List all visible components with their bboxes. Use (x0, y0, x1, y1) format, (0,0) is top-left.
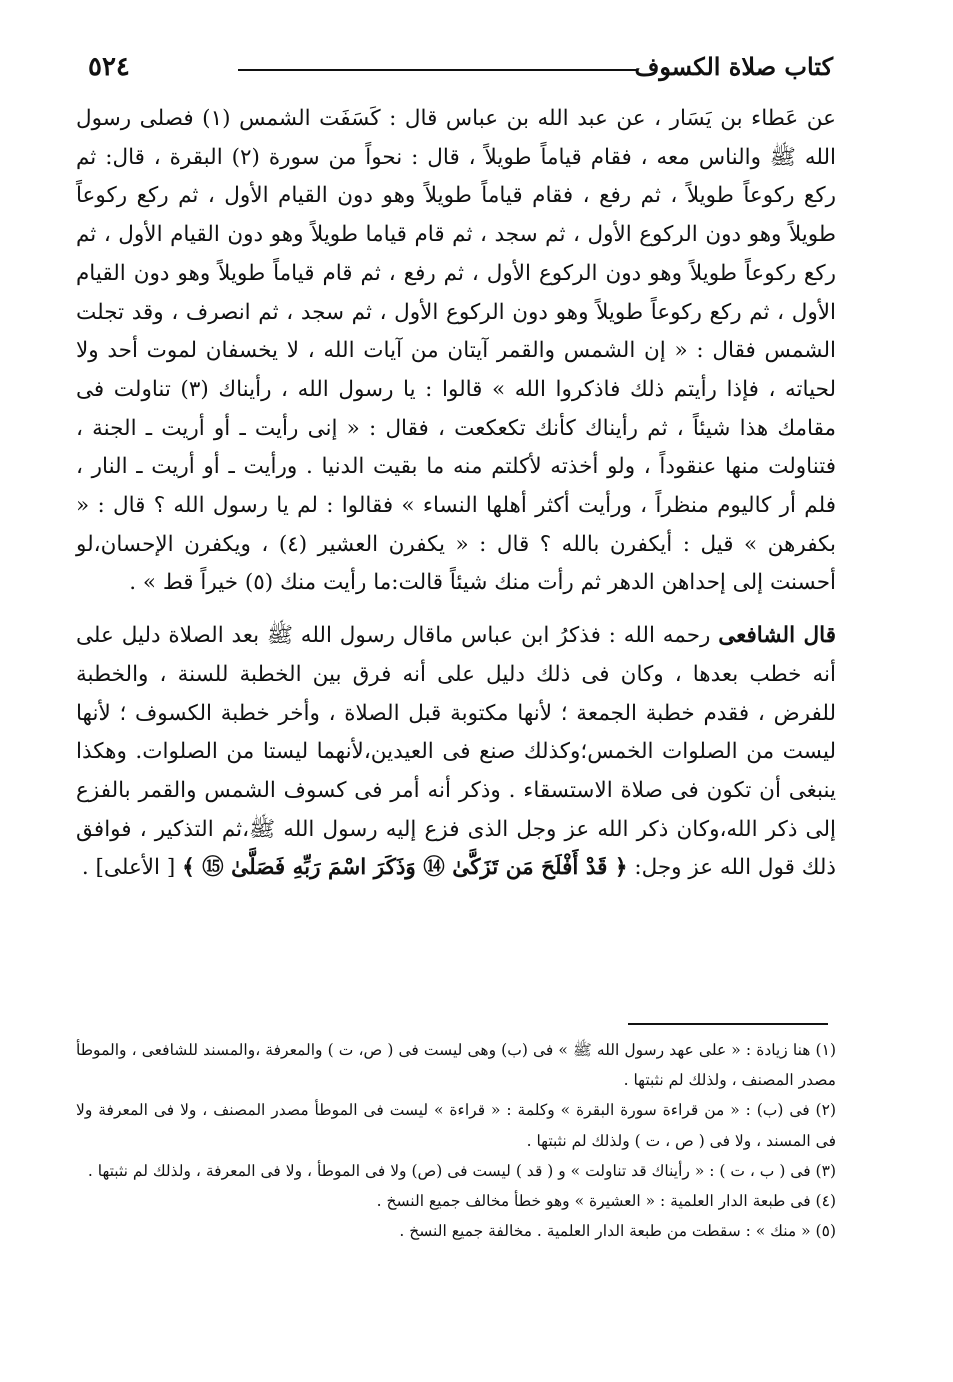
commentary-paragraph (76, 617, 836, 888)
quran-verse: ﴿ قَدْ أَفْلَحَ مَن تَزَكَّىٰ ⑭ وَذَكَرَ اسْمَ رَبِّهِ فَصَلَّىٰ ⑮ ﴾ (182, 855, 628, 881)
page-number: ٥٢٤ (88, 52, 130, 82)
footnotes (76, 1035, 836, 1246)
footnote-item: (٤) فى طبعة الدار العلمية : « العشيرة » وهو خطأ مخالف جميع النسخ . (376, 1192, 836, 1211)
header-rule (238, 69, 638, 71)
surah-reference: [ الأعلى] . (81, 855, 183, 881)
footnote-item: (٢) فى (ب) : « من قراءة سورة البقرة » وكلمة : « قراءة » ليست فى الموطأ مصدر المصنف ، ولا فى المعرفة ولا فى المسند ، ولا فى ( ص ، ت ) ولذلك لم نثبتها . (76, 1101, 836, 1150)
chapter-title: كتاب صلاة الكسوف (634, 52, 833, 81)
commentary-text: رحمه الله : فذكرُ ابن عباس ماقال رسول الله ﷺ بعد الصلاة دليل على أنه خطب بعدها ، وكان فى ذلك دليل على أنه فرق بين الخطبة للسنة ، والخطبة للفرض ، فقدم خطبة الجمعة ؛ لأنها مكتوبة قبل الصلاة ، وأخر خطبة الكسوف ؛ لأنها ليست من الصلوات الخمس؛وكذلك صنع فى العيدين،لأنهما ليستا من الصلوات. وهكذا ينبغى أن تكون فى صلاة الاستسقاء . وذكر أنه أمر فى كسوف الشمس والقمر بالفزع إلى ذكر الله،وكان ذكر الله عز وجل الذى فزع إليه رسول الله ﷺ،ثم التذكير ، فوافق ذلك قول الله عز وجل: (76, 623, 837, 881)
page-header (88, 52, 833, 88)
footnote-item: (٥) « منك » : سقطت من طبعة الدار العلمية . مخالفة جميع النسخ . (399, 1222, 836, 1241)
hadith-paragraph: عن عَطاء بن يَسَار ، عن عبد الله بن عباس قال : كَسَفَت الشمس (١) فصلى رسول الله ﷺ والناس معه ، فقام قياماً طويلاً ، قال : نحواً من سورة (٢) البقرة ، قال: ثم ركع ركوعاً طويلاً ، ثم رفع ، فقام قياماً طويلاً وهو دون القيام الأول ، ثم ركع ركوعاً طويلاً وهو دون الركوع الأول ، ثم سجد ، ثم قام قياما طويلاً وهو دون القيام الأول ، ثم ركع ركوعاً طويلاً وهو دون الركوع الأول ، ثم رفع ، ثم قام قياماً طويلاً وهو دون القيام الأول ، ثم ركع ركوعاً طويلاً وهو دون الركوع الأول ، ثم سجد ، ثم انصرف ، وقد تجلت الشمس فقال : « إن الشمس والقمر آيتان من آيات الله ، لا يخسفان لموت أحد ولا لحياته ، فإذا رأيتم ذلك فاذكروا الله » قالوا : يا رسول الله ، رأيناك (٣) تناولت فى مقامك هذا شيئاً ، ثم رأيناك كأنك تكعكعت ، فقال : « إنى رأيت ـ أو أريت ـ الجنة ، فتناولت منها عنقوداً ، ولو أخذته لأكلتم منه ما بقيت الدنيا . ورأيت ـ أو أريت ـ النار ، فلم أر كاليوم منظراً ، ورأيت أكثر أهلها النساء » فقالوا : لم يا رسول الله ؟ قال : « بكفرهن » قيل : أيكفرن بالله ؟ قال : « يكفرن العشير (٤) ، ويكفرن الإحسان،لو أحسنت إلى إحداهن الدهر ثم رأت منك شيئاً قالت:ما رأيت منك (٥) خيراً قط » . (76, 106, 836, 596)
footnote-item: (٣) فى ( ب ، ت ) : « رأيناك قد تناولت » و ( قد ) ليست فى (ص) ولا فى الموطأ ، ولا فى المعرفة ، ولذلك لم نثبتها . (87, 1161, 836, 1180)
footnote-item: (١) هنا زيادة : « على عهد رسول الله ﷺ » فى (ب) وهى ليست فى ( ص، ت ) والمعرفة ،والمسند للشافعى ، والموطأ مصدر المصنف ، ولذلك لم نثبتها . (76, 1041, 836, 1090)
main-text (76, 100, 836, 888)
footnote-rule (628, 1023, 828, 1025)
speaker-name: قال الشافعى (718, 623, 836, 649)
